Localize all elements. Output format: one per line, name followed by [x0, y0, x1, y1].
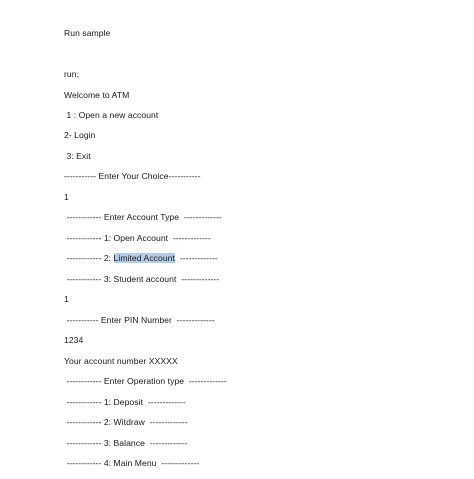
- output-line: ----------- Enter PIN Number -------------: [64, 315, 215, 325]
- output-line: 1 : Open a new account: [64, 110, 159, 120]
- output-line: ------------ Enter Account Type -------------: [64, 212, 222, 222]
- output-line: ------------ 1: Open Account -------------: [64, 233, 211, 243]
- output-line: ------------ 2: Witdraw -------------: [64, 417, 188, 427]
- output-line: ------------ 1: Deposit -------------: [64, 397, 186, 407]
- output-line-prefix: ------------ 2:: [64, 253, 114, 263]
- output-line-suffix: -------------: [174, 253, 218, 263]
- output-line: ----------- Enter Your Choice-----------: [64, 171, 201, 181]
- output-line: Your account number XXXXX: [64, 356, 178, 366]
- output-line: 3: Exit: [64, 151, 91, 161]
- output-line: 1234: [64, 335, 84, 345]
- output-line-with-highlight: [64, 253, 218, 264]
- output-line: 1: [64, 192, 69, 202]
- output-line: 1: [64, 294, 69, 304]
- highlighted-selection[interactable]: Limited Account: [113, 253, 175, 263]
- output-line: ------------ 3: Student account -------------: [64, 274, 220, 284]
- output-line: Welcome to ATM: [64, 90, 130, 100]
- output-line: ------------ 4: Main Menu -------------: [64, 458, 200, 468]
- output-line: ------------ 3: Balance -------------: [64, 438, 188, 448]
- output-line: ------------ Enter Operation type -------------: [64, 376, 227, 386]
- output-line: 2- Login: [64, 130, 96, 140]
- output-line: run:: [64, 69, 80, 79]
- document-title: Run sample: [64, 28, 111, 38]
